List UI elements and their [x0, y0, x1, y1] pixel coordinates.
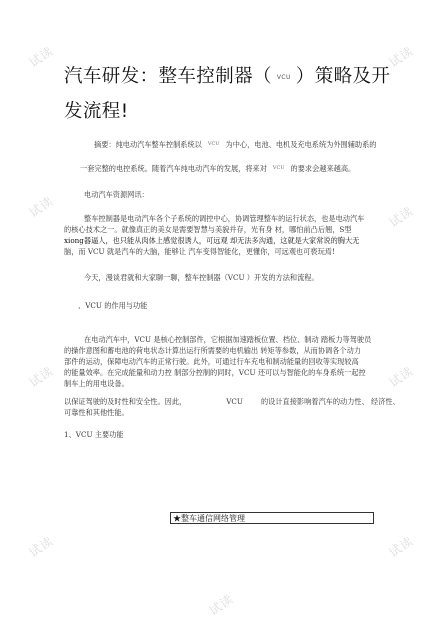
abstract-abbr: VCU — [272, 165, 285, 172]
abstract-text: 的要求会越来越高。 — [290, 164, 356, 173]
intro-line-3: xiong器逼人，也只能从肉体上感觉很诱人，可远观 却无法多沟通，这就是大家常说的胸大无 — [64, 236, 360, 245]
para3-text: 的设计直接影响着汽车的动力性、 经济性、 — [260, 397, 400, 406]
watermark-text: 试读 — [206, 591, 236, 619]
watermark-text: 试读 — [26, 193, 56, 221]
para3-line-1 — [64, 396, 400, 407]
watermark-text: 试读 — [386, 43, 416, 71]
title-text: 汽车研发：整车控制器（ — [64, 66, 272, 87]
title-abbr: VCU — [276, 73, 291, 81]
title-text: ）策略及开 — [295, 66, 391, 87]
document-title-line-2: 发流程! — [64, 101, 129, 122]
network-management-box: ★整车通信网络管理 — [170, 512, 374, 524]
abstract-abbr: VCU — [207, 141, 220, 148]
abstract-text: 纯电动汽车整车控制系统以 — [115, 140, 202, 149]
watermark-text: 试读 — [26, 43, 56, 71]
watermark-text: 试读 — [386, 363, 416, 391]
para2-line-3: 部件的运动，保障电动汽车的正常行驶。此外，可通过行车充电和制动能量的回收等实现较高 — [64, 357, 359, 366]
abstract-label: 摘要： — [94, 140, 116, 149]
intro-line-1: 整车控制器是电动汽车各个子系统的调控中心，协调管理整车的运行状态，也是电动汽车 — [84, 214, 365, 223]
abstract-text: 为中心，电池、电机及充电系统为外围辅助系的 — [225, 140, 377, 149]
watermark-text: 试读 — [26, 533, 56, 561]
watermark-text: 试读 — [26, 363, 56, 391]
today-line: 今天，漫谈君就和大家聊一聊，整车控制器（VCU ）开发的方法和流程。 — [84, 273, 319, 282]
section-heading: 、VCU 的作用与功能 — [78, 301, 148, 310]
watermark-text: 试读 — [386, 533, 416, 561]
intro-line-4: 脑，而 VCU 就是汽车的大脑，能够让 汽车变得智能化，更懂你，可远观也可亵玩焉! — [64, 247, 335, 256]
abstract-line-1 — [94, 139, 376, 151]
abstract-text: 一套完整的电控系统。随着汽车纯电动汽车的发展，将来对 — [80, 164, 267, 173]
para2-line-5: 制车上的用电设备。 — [64, 379, 129, 388]
section-heading: 1、VCU 主要功能 — [64, 430, 124, 439]
para3-line-2: 可靠性和其他性能。 — [64, 408, 129, 417]
para2-line-1: 在电动汽车中，VCU 是核心控制部件，它根据加速踏板位置、档位、制动 踏板力等驾驶员 — [84, 335, 372, 344]
para2-line-2: 的操作意图和蓄电池的荷电状态计算出运行所需要的电机输出 转矩等参数，从而协调各个动力 — [64, 346, 361, 355]
watermark-text: 试读 — [386, 203, 416, 231]
abstract-line-2 — [80, 163, 355, 175]
para3-text: 以保证驾驶的及时性和安全性。因此， — [64, 397, 187, 406]
source-line: 电动汽车资源网讯： — [84, 190, 149, 199]
para2-line-4: 的能量效率。在完成能量和动力控 制部分控制的同时，VCU 还可以与智能化的车身系统一起控 — [64, 368, 366, 377]
document-title-line-1 — [64, 62, 390, 88]
para3-abbr: VCU — [226, 397, 243, 406]
intro-line-2: 的核心技术之一。就像真正的美女是需要智慧与美貌并存，光有身 材，哪怕前凸后翘，S型 — [64, 225, 352, 234]
